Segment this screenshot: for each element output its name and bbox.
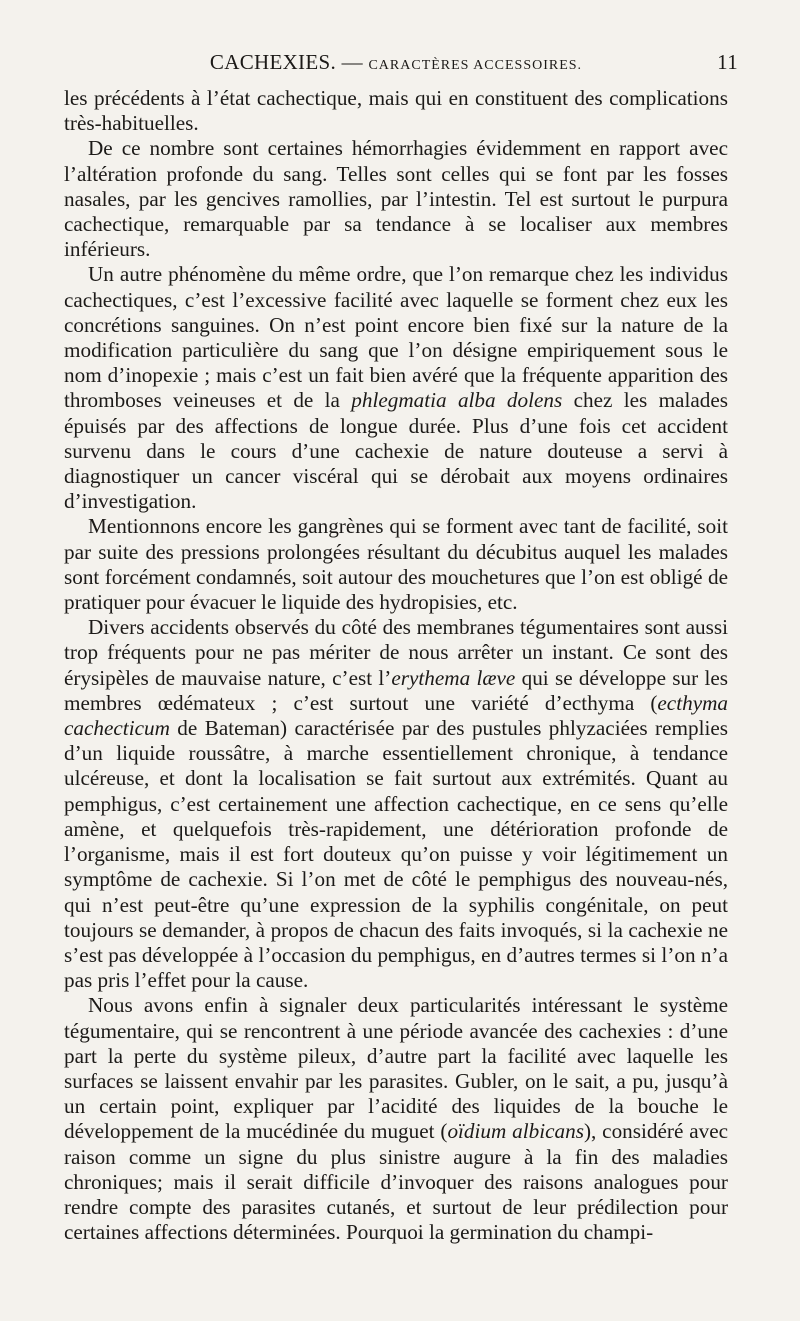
running-head-dash: —: [341, 50, 363, 74]
running-head-subtitle: CARACTÈRES ACCESSOIRES.: [368, 58, 583, 73]
text-run: Un autre phénomène du même ordre, que l’on remarque chez les individus cachectiques, c’est l’excessive facilité avec laquelle se forment chez eux les concrétions sanguines. On n’est point encore bien fixé sur la nature de la modification particulière du sang que l’on désigne empiriquement sous le nom d’inopexie ; mais c’est un fait bien avéré que la fréquente apparition des thromboses veineuses et de la: [64, 262, 728, 413]
paragraph: [64, 993, 728, 1245]
text-run: de Bateman) caractérisée par des pustules phlyzaciées remplies d’un liquide roussâtre, à marche essentiellement chronique, à tendance ulcéreuse, et dont la localisation se fait surtout aux extrémités. Quant au pemphigus, c’est certainement une affection cachectique, en ce sens qu’elle amène, et quelquefois très-rapidement, une détérioration profonde de l’organisme, mais il est fort douteux qu’on puisse y voir légitimement un symptôme de cachexie. Si l’on met de côté le pemphigus des nouveau-nés, qui n’est peut-être qu’une expression de la syphilis congénitale, on peut toujours se demander, à propos de chacun des faits invoqués, si la cachexie ne s’est pas développée à l’occasion du pemphigus, en d’autres termes si l’on n’a pas pris l’effet pour la cause.: [64, 716, 728, 993]
page-number: 11: [717, 50, 738, 74]
italic-term: phlegmatia alba dolens: [351, 388, 563, 413]
italic-term: erythema læve: [391, 665, 516, 690]
text-run: qui se développe sur les membres œdémateux ; c’est surtout une variété d’ecthyma (: [64, 665, 728, 715]
text-run: Mentionnons encore les gangrènes qui se forment avec tant de facilité, soit par suite des pressions prolongées résultant du décubitus auquel les malades sont forcément condamnés, soit autour des mouchetures que l’on est obligé de pratiquer pour évacuer le liquide des hydropisies, etc.: [64, 514, 728, 615]
running-head: [64, 50, 738, 82]
italic-term: oïdium albicans: [447, 1119, 584, 1144]
text-run: Nous avons enfin à signaler deux particularités intéressant le système tégumentaire, qui se rencontrent à une période avancée des cachexies : d’une part la perte du système pileux, d’autre part la facilité avec laquelle les surfaces se laissent envahir par les parasites. Gubler, on le sait, a pu, jusqu’à un certain point, expliquer par l’acidité des liquides de la bouche le développement de la mucédinée du muguet (: [64, 993, 728, 1144]
text-run: De ce nombre sont certaines hémorrhagies évidemment en rapport avec l’altération profonde du sang. Telles sont celles qui se font par les fosses nasales, par les gencives ramollies, par l’intestin. Tel est surtout le purpura cachectique, remarquable par sa tendance à se localiser aux membres inférieurs.: [64, 136, 728, 262]
running-head-title: CACHEXIES.: [209, 50, 337, 74]
paragraph: [64, 262, 728, 514]
paragraph: [64, 514, 728, 615]
paragraph: [64, 86, 728, 136]
paragraph: [64, 136, 728, 262]
text-run: Divers accidents observés du côté des membranes tégumentaires sont aussi trop fréquents pour ne pas mériter de nous arrêter un instant. Ce sont des érysipèles de mauvaise nature, c’est l’: [64, 615, 728, 690]
body-text: [64, 86, 728, 1245]
paragraph: [64, 615, 728, 993]
italic-term: ecthyma cachecticum: [64, 690, 728, 741]
text-run: chez les malades épuisés par des affections de longue durée. Plus d’une fois cet accident survenu dans le cours d’une cachexie de nature douteuse a servi à diagnostiquer un cancer viscéral qui se dérobait aux moyens ordinaires d’investigation.: [64, 388, 728, 514]
text-run: les précédents à l’état cachectique, mais qui en constituent des complications très-habituelles.: [64, 86, 728, 136]
text-run: ), considéré avec raison comme un signe du plus sinistre augure à la fin des maladies chroniques; mais il serait difficile d’invoquer des raisons analogues pour rendre compte des parasites cutanés, et surtout de leur prédilection pour certaines affections déterminées. Pourquoi la germination du champi-: [64, 1119, 729, 1245]
